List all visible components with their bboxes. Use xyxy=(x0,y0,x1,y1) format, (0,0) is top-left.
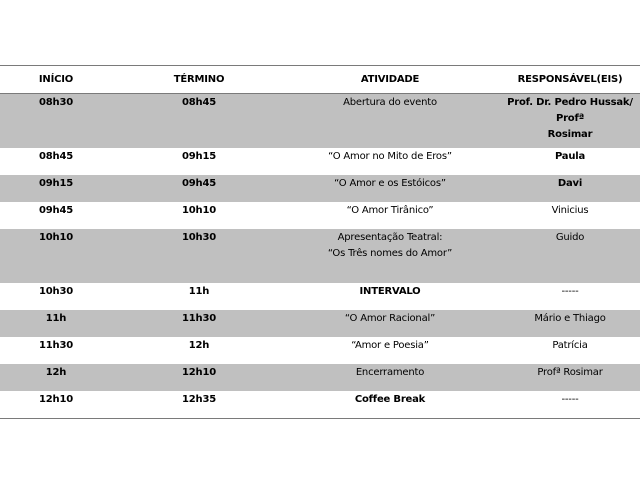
header-end: TÉRMINO xyxy=(173,73,225,85)
cell-end: 08h45 xyxy=(182,97,216,108)
cell-end: 11h xyxy=(188,286,210,297)
table-row xyxy=(0,283,640,310)
table-row xyxy=(0,94,640,148)
cell-responsible: Patrícia xyxy=(552,340,588,351)
cell-start: 08h30 xyxy=(39,97,73,108)
cell-responsible: Guido xyxy=(555,232,585,243)
cell-activity: Coffee Break xyxy=(354,394,426,405)
cell-activity: “O Amor e os Estóicos” xyxy=(334,178,446,189)
cell-end: 09h15 xyxy=(182,151,216,162)
cell-start: 09h45 xyxy=(39,205,73,216)
cell-responsible: Davi xyxy=(557,178,583,189)
header-start: INÍCIO xyxy=(38,73,74,85)
cell-responsible: ----- xyxy=(561,286,579,297)
cell-activity: INTERVALO xyxy=(359,286,421,297)
cell-end: 12h10 xyxy=(182,367,216,378)
cell-start: 10h30 xyxy=(39,286,73,297)
table-row xyxy=(0,148,640,175)
cell-end: 12h xyxy=(188,340,210,351)
cell-start: 11h xyxy=(45,313,67,324)
cell-end: 09h45 xyxy=(182,178,216,189)
cell-responsible: Mário e Thiago xyxy=(534,313,606,324)
cell-activity: “Amor e Poesia” xyxy=(351,340,429,351)
cell-start: 12h10 xyxy=(39,394,73,405)
table-header-row xyxy=(0,66,640,94)
cell-responsible: Paula xyxy=(554,151,586,162)
cell-start: 09h15 xyxy=(39,178,73,189)
cell-start: 10h10 xyxy=(39,232,73,243)
cell-responsible: Vinicius xyxy=(551,205,589,216)
table-row xyxy=(0,229,640,283)
cell-activity: Encerramento xyxy=(355,367,425,378)
header-activity: ATIVIDADE xyxy=(360,73,420,85)
cell-start: 12h xyxy=(45,367,67,378)
cell-start: 08h45 xyxy=(39,151,73,162)
table-row xyxy=(0,310,640,337)
cell-responsible: Profª Rosimar xyxy=(537,367,603,378)
cell-activity: Apresentação Teatral: “Os Três nomes do Amor” xyxy=(327,232,453,259)
cell-end: 10h10 xyxy=(182,205,216,216)
table-row xyxy=(0,337,640,364)
table-row xyxy=(0,364,640,391)
table-row xyxy=(0,391,640,418)
cell-activity: Abertura do evento xyxy=(343,97,437,108)
cell-responsible: Prof. Dr. Pedro Hussak/ Profª Rosimar xyxy=(507,97,633,140)
cell-start: 11h30 xyxy=(39,340,73,351)
cell-activity: “O Amor Tirânico” xyxy=(346,205,434,216)
cell-end: 10h30 xyxy=(182,232,216,243)
table-row xyxy=(0,202,640,229)
cell-activity: “O Amor Racional” xyxy=(344,313,436,324)
cell-responsible: ----- xyxy=(561,394,579,405)
table-row xyxy=(0,175,640,202)
cell-end: 12h35 xyxy=(182,394,216,405)
cell-end: 11h30 xyxy=(182,313,216,324)
schedule-table xyxy=(0,65,640,419)
cell-activity: “O Amor no Mito de Eros” xyxy=(328,151,452,162)
header-responsible: RESPONSÁVEL(EIS) xyxy=(517,73,623,85)
